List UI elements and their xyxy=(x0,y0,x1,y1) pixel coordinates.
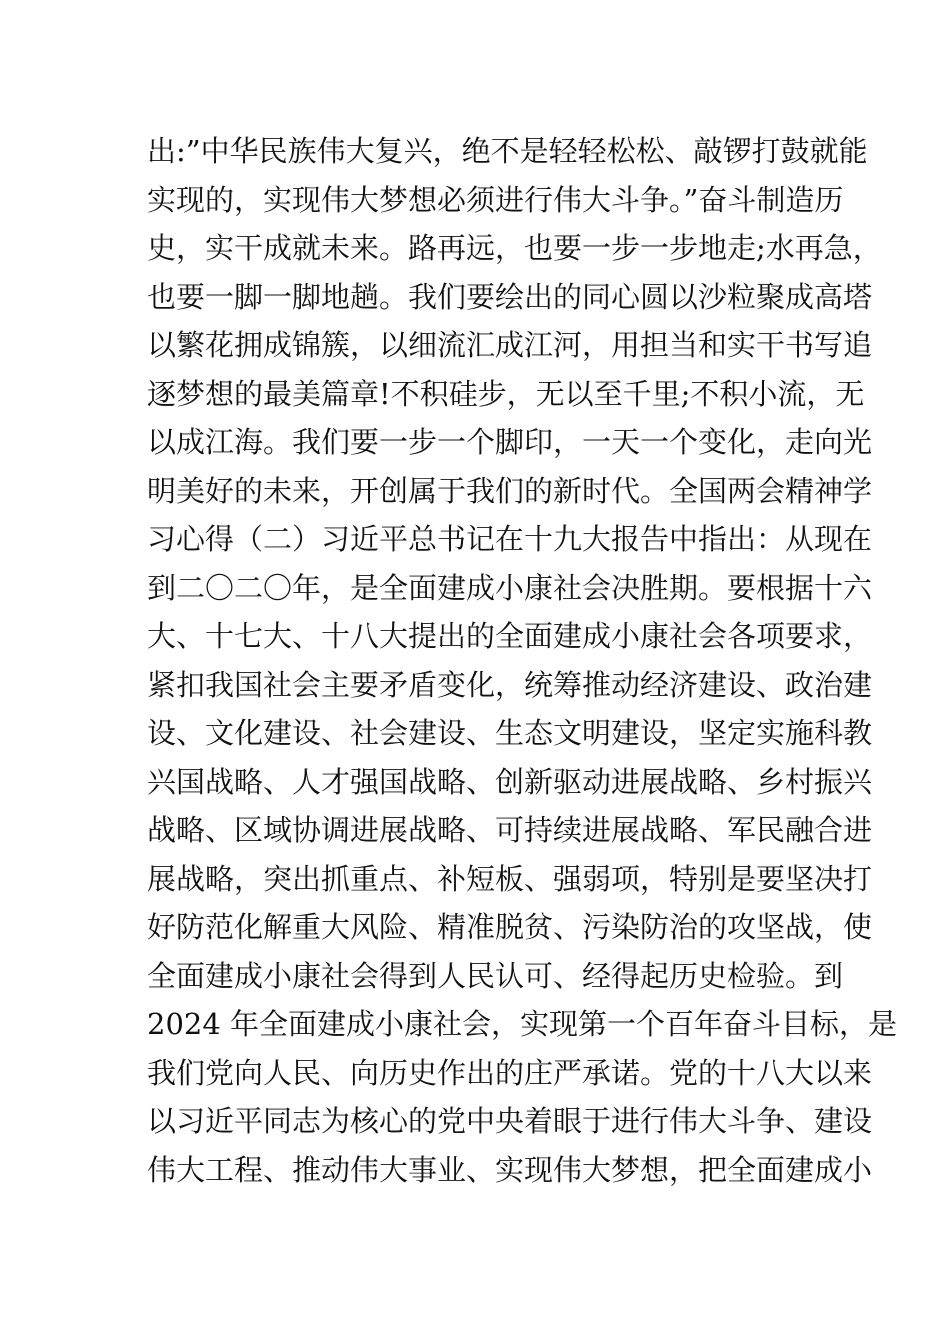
text-line: 兴国战略、人才强国战略、创新驱动进展战略、乡村振兴 xyxy=(147,764,873,799)
text-line: 好防范化解重大风险、精准脱贫、污染防治的攻坚战，使 xyxy=(147,910,873,944)
body-text xyxy=(147,127,898,1194)
text-line: 习心得（二）习近平总书记在十九大报告中指出：从现在 xyxy=(147,522,873,556)
text-line: 以繁花拥成锦簇，以细流汇成江河，用担当和实干书写追 xyxy=(147,328,873,362)
text-line: 明美好的未来，开创属于我们的新时代。全国两会精神学 xyxy=(147,473,873,508)
text-line: 出:”中华民族伟大复兴，绝不是轻轻松松、敲锣打鼓就能 xyxy=(147,134,868,168)
text-line: 2024 年全面建成小康社会，实现第一个百年奋斗目标，是 xyxy=(147,1007,898,1041)
text-line: 也要一脚一脚地趟。我们要绘出的同心圆以沙粒聚成高塔 xyxy=(147,279,873,314)
text-line: 实现的，实现伟大梦想必须进行伟大斗争。”奋斗制造历 xyxy=(147,182,844,217)
text-line: 展战略，突出抓重点、补短板、强弱项，特别是要坚决打 xyxy=(147,861,873,896)
text-line: 逐梦想的最美篇章!不积硅步，无以至千里;不积小流，无 xyxy=(147,376,865,411)
text-line: 史，实干成就未来。路再远，也要一步一步地走;水再急， xyxy=(147,231,882,265)
text-line: 伟大工程、推动伟大事业、实现伟大梦想，把全面建成小 xyxy=(147,1152,873,1187)
text-line: 全面建成小康社会得到人民认可、经得起历史检验。到 xyxy=(147,958,844,993)
text-line: 到二〇二〇年，是全面建成小康社会决胜期。要根据十六 xyxy=(147,570,873,605)
text-line: 以成江海。我们要一步一个脚印，一天一个变化，走向光 xyxy=(147,425,873,459)
text-line: 设、文化建设、社会建设、生态文明建设，坚定实施科教 xyxy=(147,716,873,750)
text-line: 以习近平同志为核心的党中央着眼于进行伟大斗争、建设 xyxy=(147,1104,873,1138)
text-line: 紧扣我国社会主要矛盾变化，统筹推动经济建设、政治建 xyxy=(147,667,873,702)
text-line: 战略、区域协调进展战略、可持续进展战略、军民融合进 xyxy=(147,813,873,847)
text-line: 我们党向人民、向历史作出的庄严承诺。党的十八大以来 xyxy=(147,1055,873,1090)
text-line: 大、十七大、十八大提出的全面建成小康社会各项要求， xyxy=(147,619,873,653)
